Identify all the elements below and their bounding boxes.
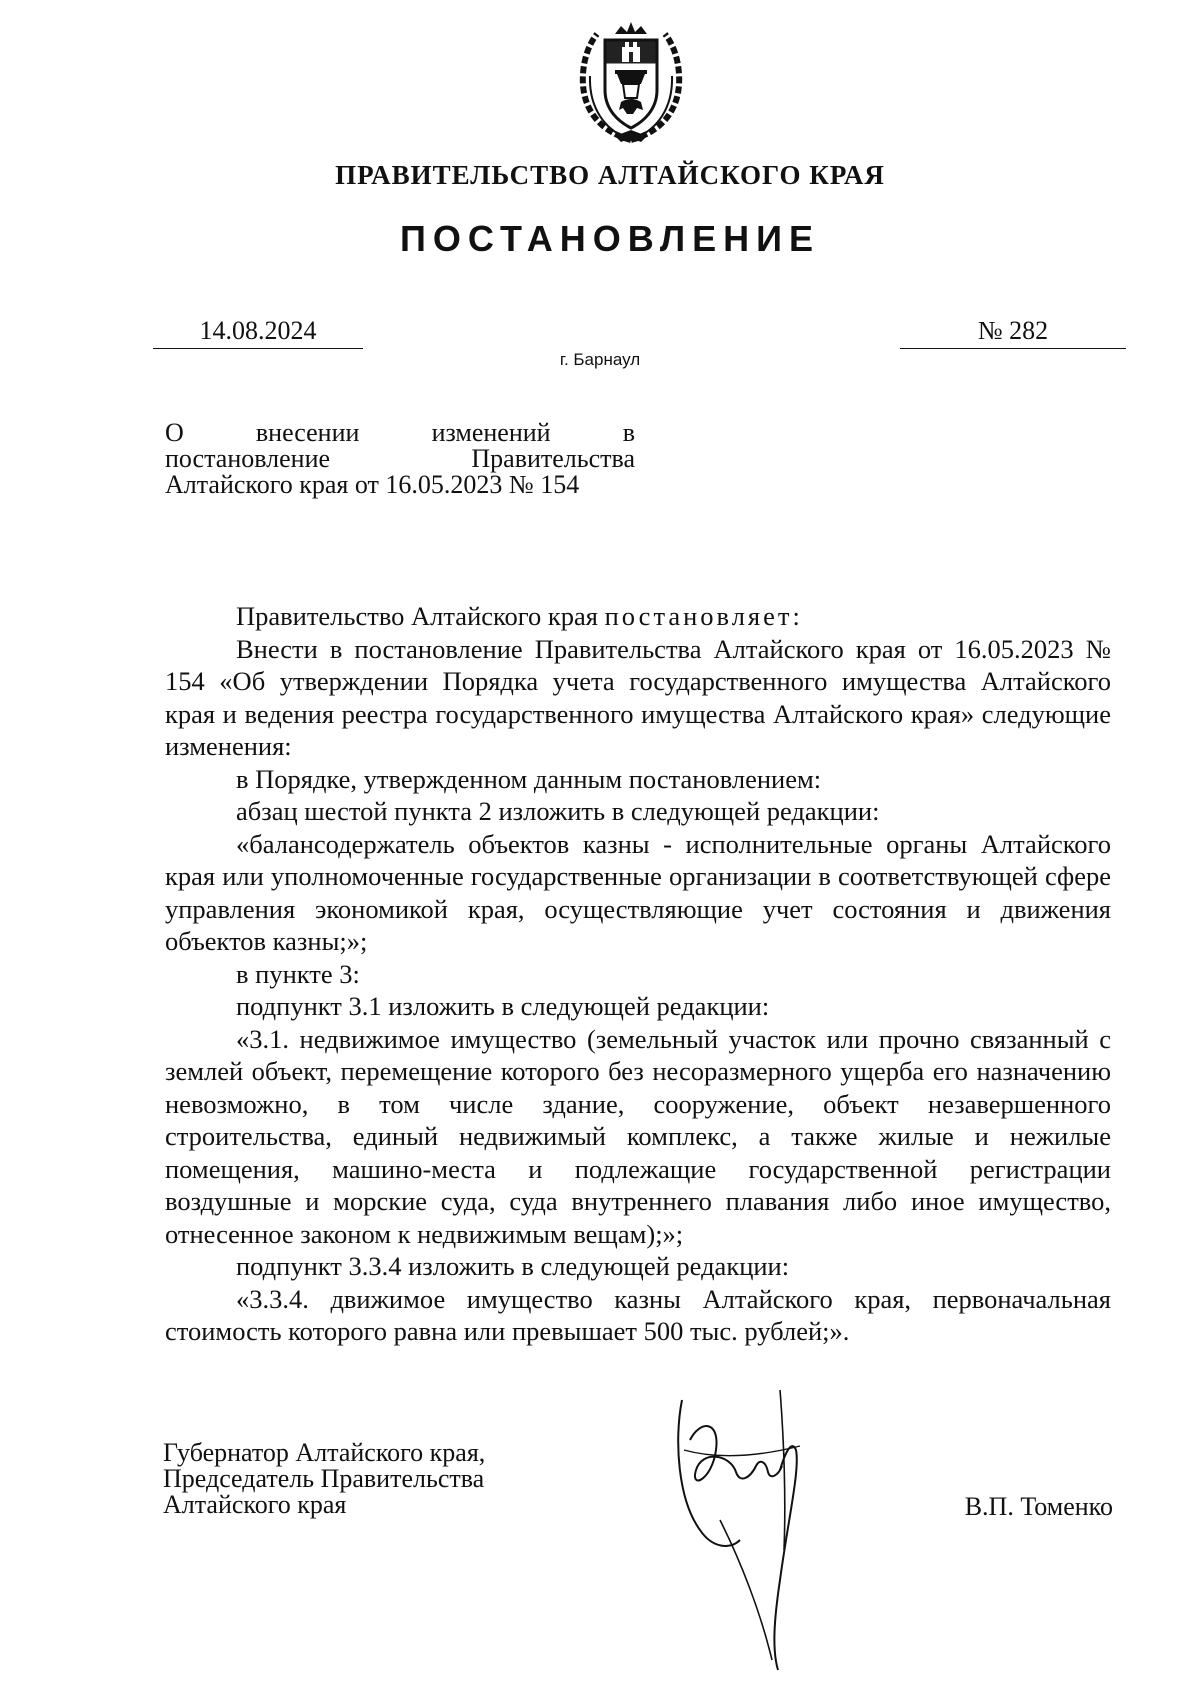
subject-word: внесении (255, 418, 360, 447)
body-paragraph: «3.1. недвижимое имущество (земельный участок или прочно связанный с землей объект, перемещение которого без несоразмерного ущерба его назначению невозможно, в том числе здание, сооружение, объект незавершенного строительства, единый недвижимый комплекс, а также жилые и нежилые помещения, машино-места и подлежащие государственной регистрации воздушные и морские суда, суда внутреннего плавания либо иное имущество, отнесенное законом к недвижимым вещам);»; (165, 1023, 1111, 1249)
subject-word: О (165, 418, 184, 447)
signatory-title (163, 1440, 485, 1518)
resolution-intro (165, 600, 1111, 633)
handwritten-signature (660, 1380, 840, 1680)
body-paragraph: подпункт 3.3.4 изложить в следующей редакции: (236, 1251, 790, 1281)
body-paragraph: «3.3.4. движимое имущество казны Алтайского края, первоначальная стоимость которого равна или превышает 500 тыс. рублей;». (165, 1283, 1111, 1346)
signatory-title-line: Алтайского края (163, 1490, 347, 1519)
document-number: № 282 (900, 316, 1126, 349)
subject-line (165, 446, 635, 472)
document-body (165, 600, 1111, 1348)
signatory-title-line: Губернатор Алтайского края, (163, 1438, 486, 1467)
signer-name: В.П. Томенко (964, 1492, 1113, 1521)
document-city: г. Барнаул (559, 350, 641, 369)
organization-name: ПРАВИТЕЛЬСТВО АЛТАЙСКОГО КРАЯ (335, 160, 885, 190)
body-paragraph: подпункт 3.1 изложить в следующей редакции: (236, 991, 770, 1021)
subject-line (165, 472, 635, 498)
intro-resolves-word: постановляет (604, 601, 793, 631)
body-paragraph: в пункте 3: (236, 958, 360, 989)
signatory-title-line: Председатель Правительства (163, 1464, 485, 1493)
intro-suffix: : (792, 601, 800, 631)
body-paragraph: абзац шестой пункта 2 изложить в следующей редакции: (236, 796, 880, 826)
subject-word: Правительства (471, 444, 635, 473)
subject-word: в (622, 418, 635, 447)
subject-word: постановление (165, 444, 331, 473)
document-date: 14.08.2024 (153, 316, 363, 349)
document-type-title: ПОСТАНОВЛЕНИЕ (400, 218, 820, 259)
intro-prefix: Правительство Алтайского края (236, 601, 605, 631)
subject-word: изменений (431, 418, 551, 447)
subject-word: Алтайского края от 16.05.2023 № 154 (165, 470, 580, 499)
subject-line (165, 420, 635, 446)
coat-of-arms-emblem (575, 18, 687, 144)
document-subject (165, 420, 635, 498)
body-paragraph: в Порядке, утвержденном данным постановлением: (236, 763, 822, 794)
body-paragraph: «балансодержатель объектов казны - исполнительные органы Алтайского края или уполномоченные государственные организации в соответствующей сфере управления экономикой края, осуществляющие учет состояния и движения объектов казны;»; (165, 828, 1111, 956)
body-paragraph: Внести в постановление Правительства Алтайского края от 16.05.2023 № 154 «Об утверждении Порядка учета государственного имущества Алтайского края и ведения реестра государственного имущества Алтайского края» следующие изменения: (165, 633, 1111, 761)
